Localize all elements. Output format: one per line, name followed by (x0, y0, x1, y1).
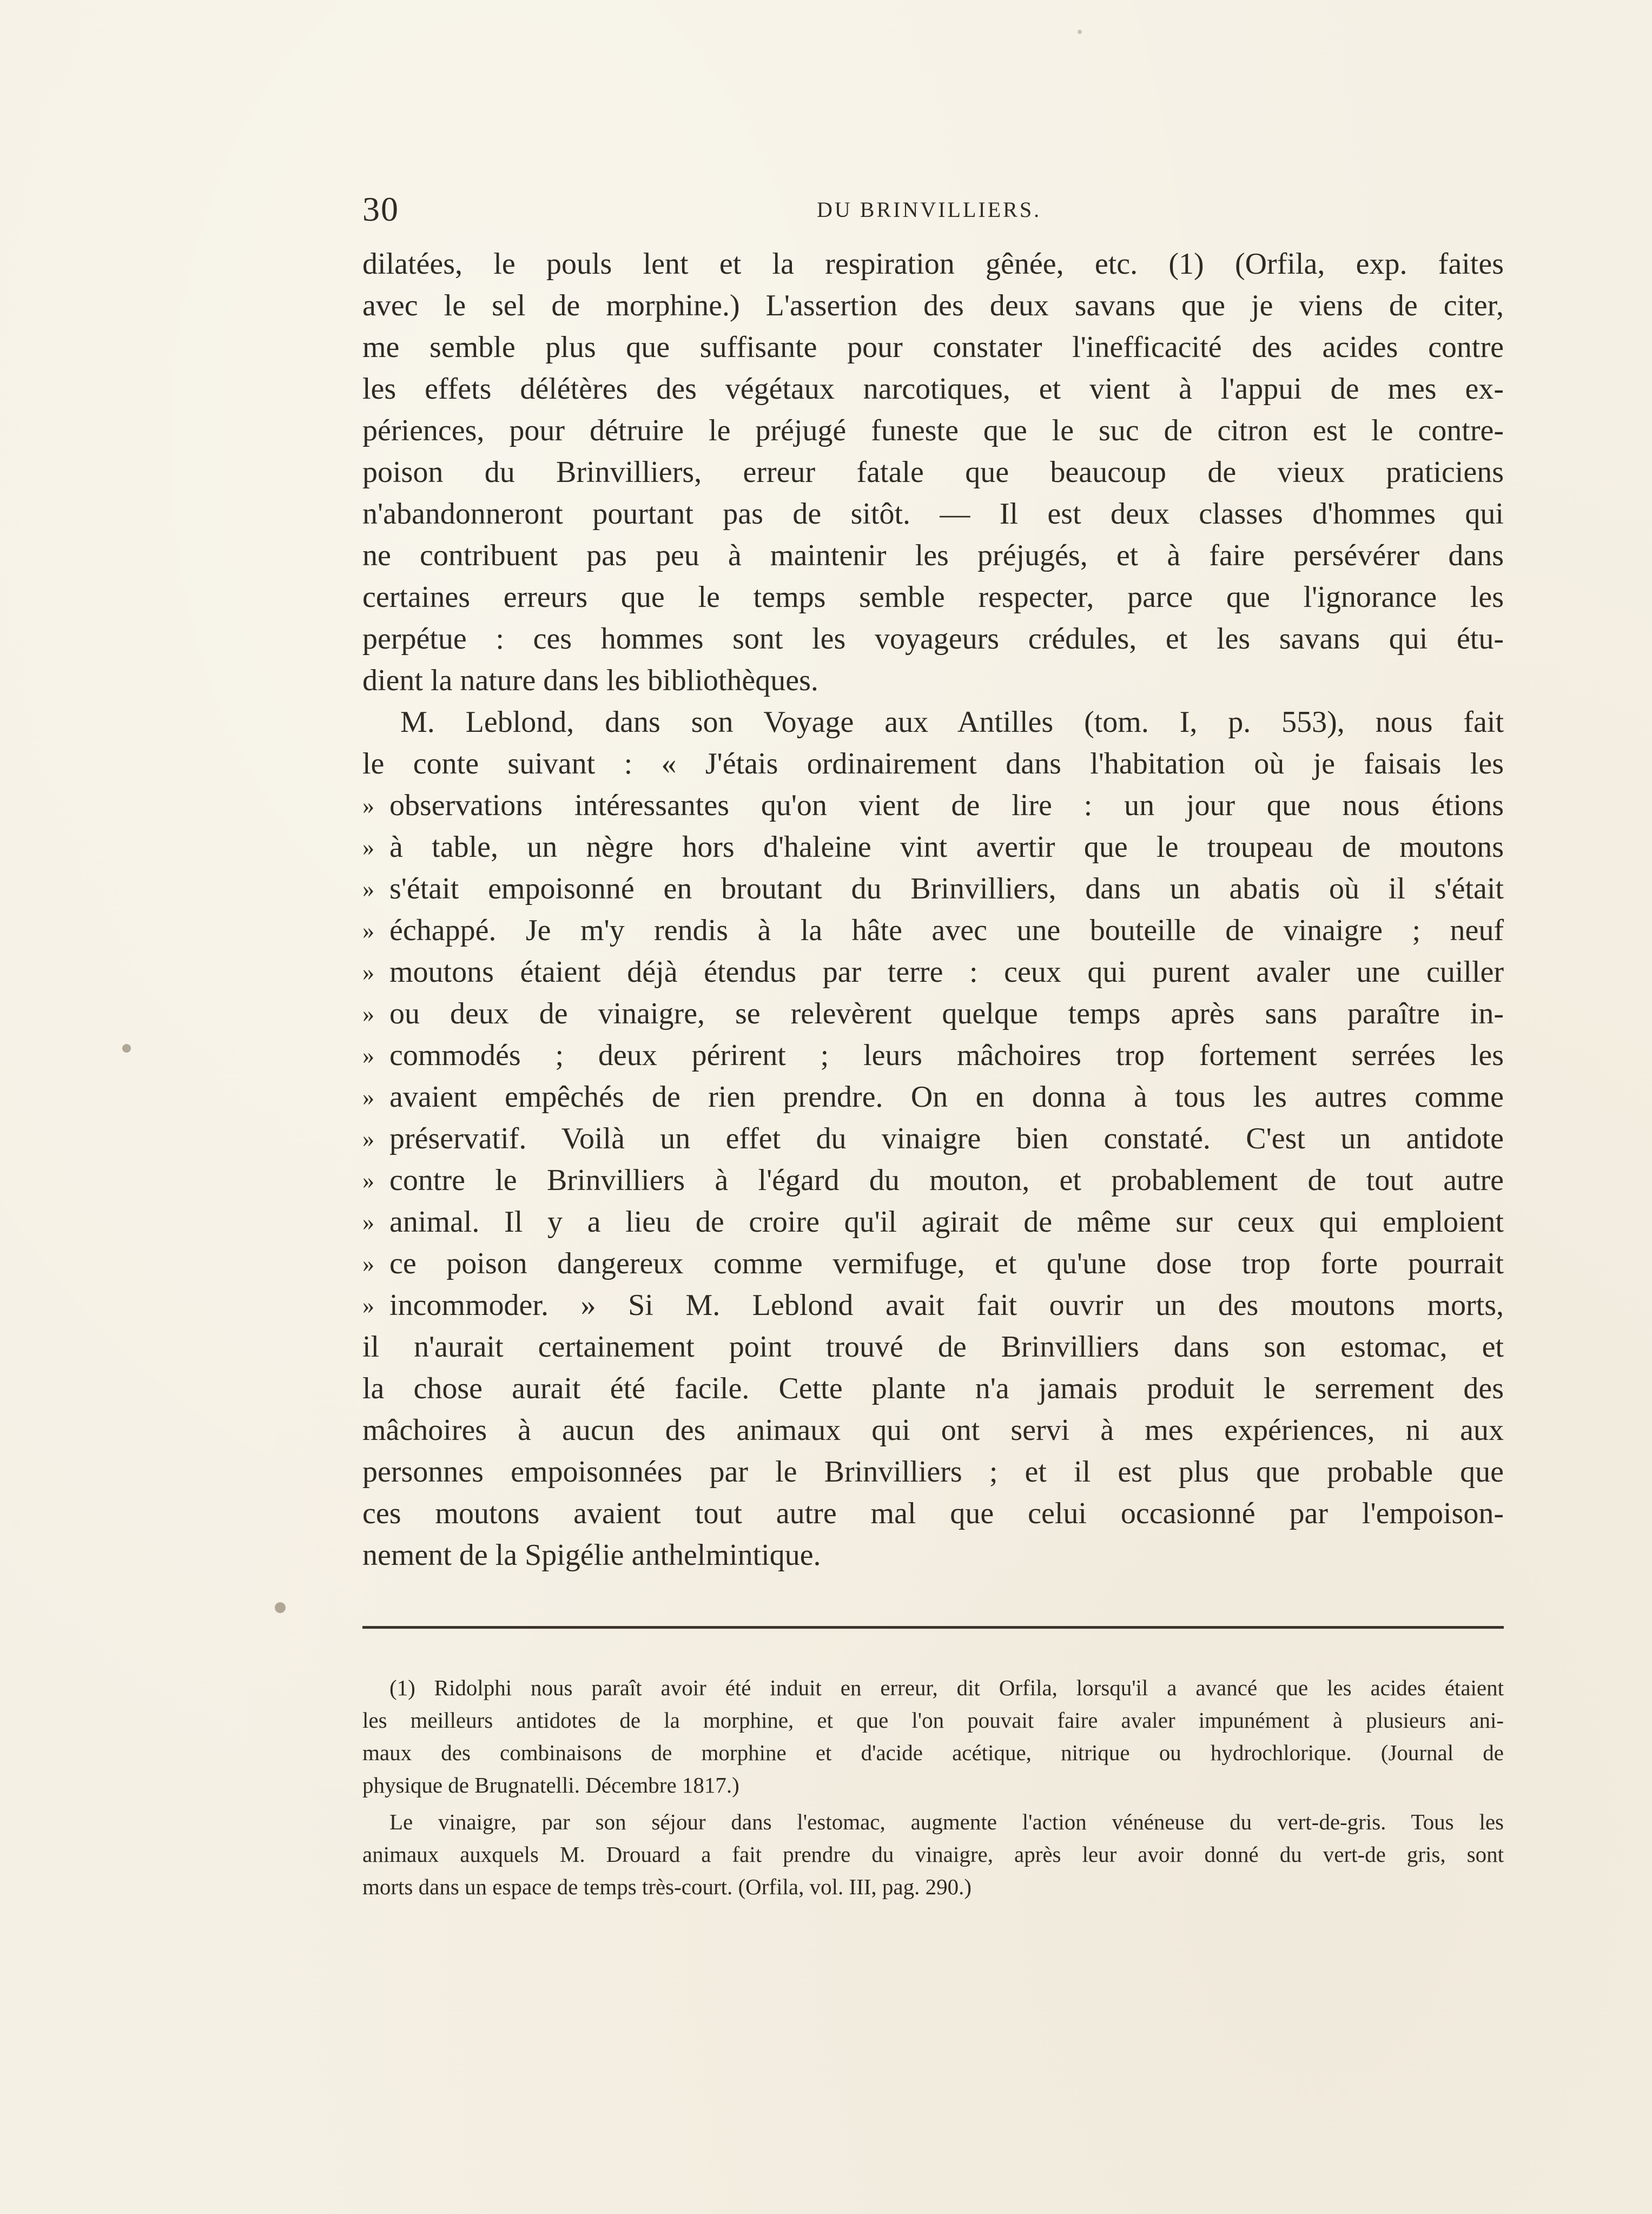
body-text (362, 243, 1504, 1576)
quoted-line (362, 868, 1504, 910)
paper-blemish (275, 1602, 286, 1613)
quoted-line (362, 827, 1504, 868)
quoted-text: observations intéressantes qu'on vient de lire : un jour que nous étions (389, 789, 1504, 822)
text-line: poison du Brinvilliers, erreur fatale que beaucoup de vieux praticiens (362, 455, 1504, 489)
paper-blemish (122, 1044, 131, 1053)
footnote-line: physique de Brugnatelli. Décembre 1817.) (362, 1773, 739, 1797)
quoted-text: à table, un nègre hors d'haleine vint avertir que le troupeau de moutons (389, 830, 1504, 864)
quoted-text: ce poison dangereux comme vermifuge, et qu'une dose trop forte pourrait (389, 1247, 1504, 1280)
text-line: certaines erreurs que le temps semble respecter, parce que l'ignorance les (362, 580, 1504, 614)
quoted-text: préservatif. Voilà un effet du vinaigre bien constaté. C'est un antidote (389, 1122, 1504, 1155)
text-line: M. Leblond, dans son Voyage aux Antilles (tom. I, p. 553), nous fait (400, 705, 1504, 739)
quoted-line (362, 951, 1504, 993)
quoted-line (362, 1076, 1504, 1118)
quote-mark: » (362, 959, 374, 986)
quoted-line (362, 1035, 1504, 1076)
footnote-line: Le vinaigre, par son séjour dans l'estomac, augmente l'action vénéneuse du vert-de-gris. Tous les (389, 1809, 1504, 1834)
quote-mark: » (362, 834, 374, 861)
text-line: avec le sel de morphine.) L'assertion des deux savans que je viens de citer, (362, 289, 1504, 322)
text-line: mâchoires à aucun des animaux qui ont servi à mes expériences, ni aux (362, 1413, 1504, 1447)
quote-mark: » (362, 1167, 374, 1194)
quote-mark: » (362, 1251, 374, 1277)
quote-mark: » (362, 792, 374, 819)
quote-mark: » (362, 1126, 374, 1152)
quoted-text: incommoder. » Si M. Leblond avait fait ouvrir un des moutons morts, (389, 1288, 1504, 1322)
text-line: n'abandonneront pourtant pas de sitôt. — Il est deux classes d'hommes qui (362, 497, 1504, 531)
quoted-line (362, 910, 1504, 951)
quoted-text: moutons étaient déjà étendus par terre : ceux qui purent avaler une cuiller (389, 955, 1504, 989)
running-title: DU BRINVILLIERS. (817, 197, 1042, 222)
quoted-text: échappé. Je m'y rendis à la hâte avec une bouteille de vinaigre ; neuf (389, 914, 1504, 947)
quoted-text: commodés ; deux périrent ; leurs mâchoires trop fortement serrées les (389, 1039, 1504, 1072)
footnote-rule (362, 1626, 1504, 1629)
text-line: le conte suivant : « J'étais ordinairement dans l'habitation où je faisais les (362, 747, 1504, 781)
footnote-line: maux des combinaisons de morphine et d'acide acétique, nitrique ou hydrochlorique. (Journal de (362, 1740, 1504, 1765)
footnote-gap (362, 1801, 1504, 1806)
text-line: perpétue : ces hommes sont les voyageurs crédules, et les savans qui étu- (362, 622, 1504, 656)
quoted-text: s'était empoisonné en broutant du Brinvilliers, dans un abatis où il s'était (389, 872, 1504, 906)
quote-mark: » (362, 1084, 374, 1111)
running-head (362, 184, 1504, 238)
text-line: dilatées, le pouls lent et la respiration gênée, etc. (1) (Orfila, exp. faites (362, 247, 1504, 281)
footnote-line: animaux auxquels M. Drouard a fait prendre du vinaigre, après leur avoir donné du vert-de gris, sont (362, 1842, 1504, 1867)
footnote-line: (1) Ridolphi nous paraît avoir été induit en erreur, dit Orfila, lorsqu'il a avancé que les acides étaient (389, 1675, 1504, 1700)
footnote-line: les meilleurs antidotes de la morphine, et que l'on pouvait faire avaler impunément à plusieurs ani- (362, 1708, 1504, 1733)
text-line: me semble plus que suffisante pour constater l'inefficacité des acides contre (362, 331, 1504, 364)
text-line: personnes empoisonnées par le Brinvilliers ; et il est plus que probable que (362, 1455, 1504, 1489)
text-line: ne contribuent pas peu à maintenir les préjugés, et à faire persévérer dans (362, 539, 1504, 572)
footnote-line: morts dans un espace de temps très-court. (Orfila, vol. III, pag. 290.) (362, 1874, 972, 1899)
footnotes (362, 1671, 1504, 1903)
text-line: la chose aurait été facile. Cette plante n'a jamais produit le serrement des (362, 1372, 1504, 1405)
quoted-line (362, 1160, 1504, 1201)
text-line: dient la nature dans les bibliothèques. (362, 664, 818, 697)
quoted-line (362, 1201, 1504, 1243)
quoted-line (362, 1243, 1504, 1285)
quoted-line (362, 993, 1504, 1035)
text-line: ces moutons avaient tout autre mal que celui occasionné par l'empoison- (362, 1497, 1504, 1530)
text-line: il n'aurait certainement point trouvé de Brinvilliers dans son estomac, et (362, 1330, 1504, 1364)
quote-mark: » (362, 876, 374, 902)
quoted-line (362, 1118, 1504, 1160)
quoted-text: ou deux de vinaigre, se relevèrent quelque temps après sans paraître in- (389, 997, 1504, 1030)
text-line: les effets délétères des végétaux narcotiques, et vient à l'appui de mes ex- (362, 372, 1504, 406)
quote-mark: » (362, 1209, 374, 1235)
quoted-text: animal. Il y a lieu de croire qu'il agirait de même sur ceux qui emploient (389, 1205, 1504, 1239)
quoted-line (362, 785, 1504, 827)
text-line: nement de la Spigélie anthelmintique. (362, 1538, 821, 1572)
page-number: 30 (362, 190, 399, 228)
quoted-line (362, 1285, 1504, 1326)
quote-mark: » (362, 1292, 374, 1319)
quoted-text: avaient empêchés de rien prendre. On en donna à tous les autres comme (389, 1080, 1504, 1114)
text-line: périences, pour détruire le préjugé funeste que le suc de citron est le contre- (362, 414, 1504, 447)
quote-mark: » (362, 917, 374, 944)
quote-mark: » (362, 1001, 374, 1027)
quote-mark: » (362, 1042, 374, 1069)
paper-blemish (1078, 30, 1082, 34)
quoted-text: contre le Brinvilliers à l'égard du mouton, et probablement de tout autre (389, 1164, 1504, 1197)
